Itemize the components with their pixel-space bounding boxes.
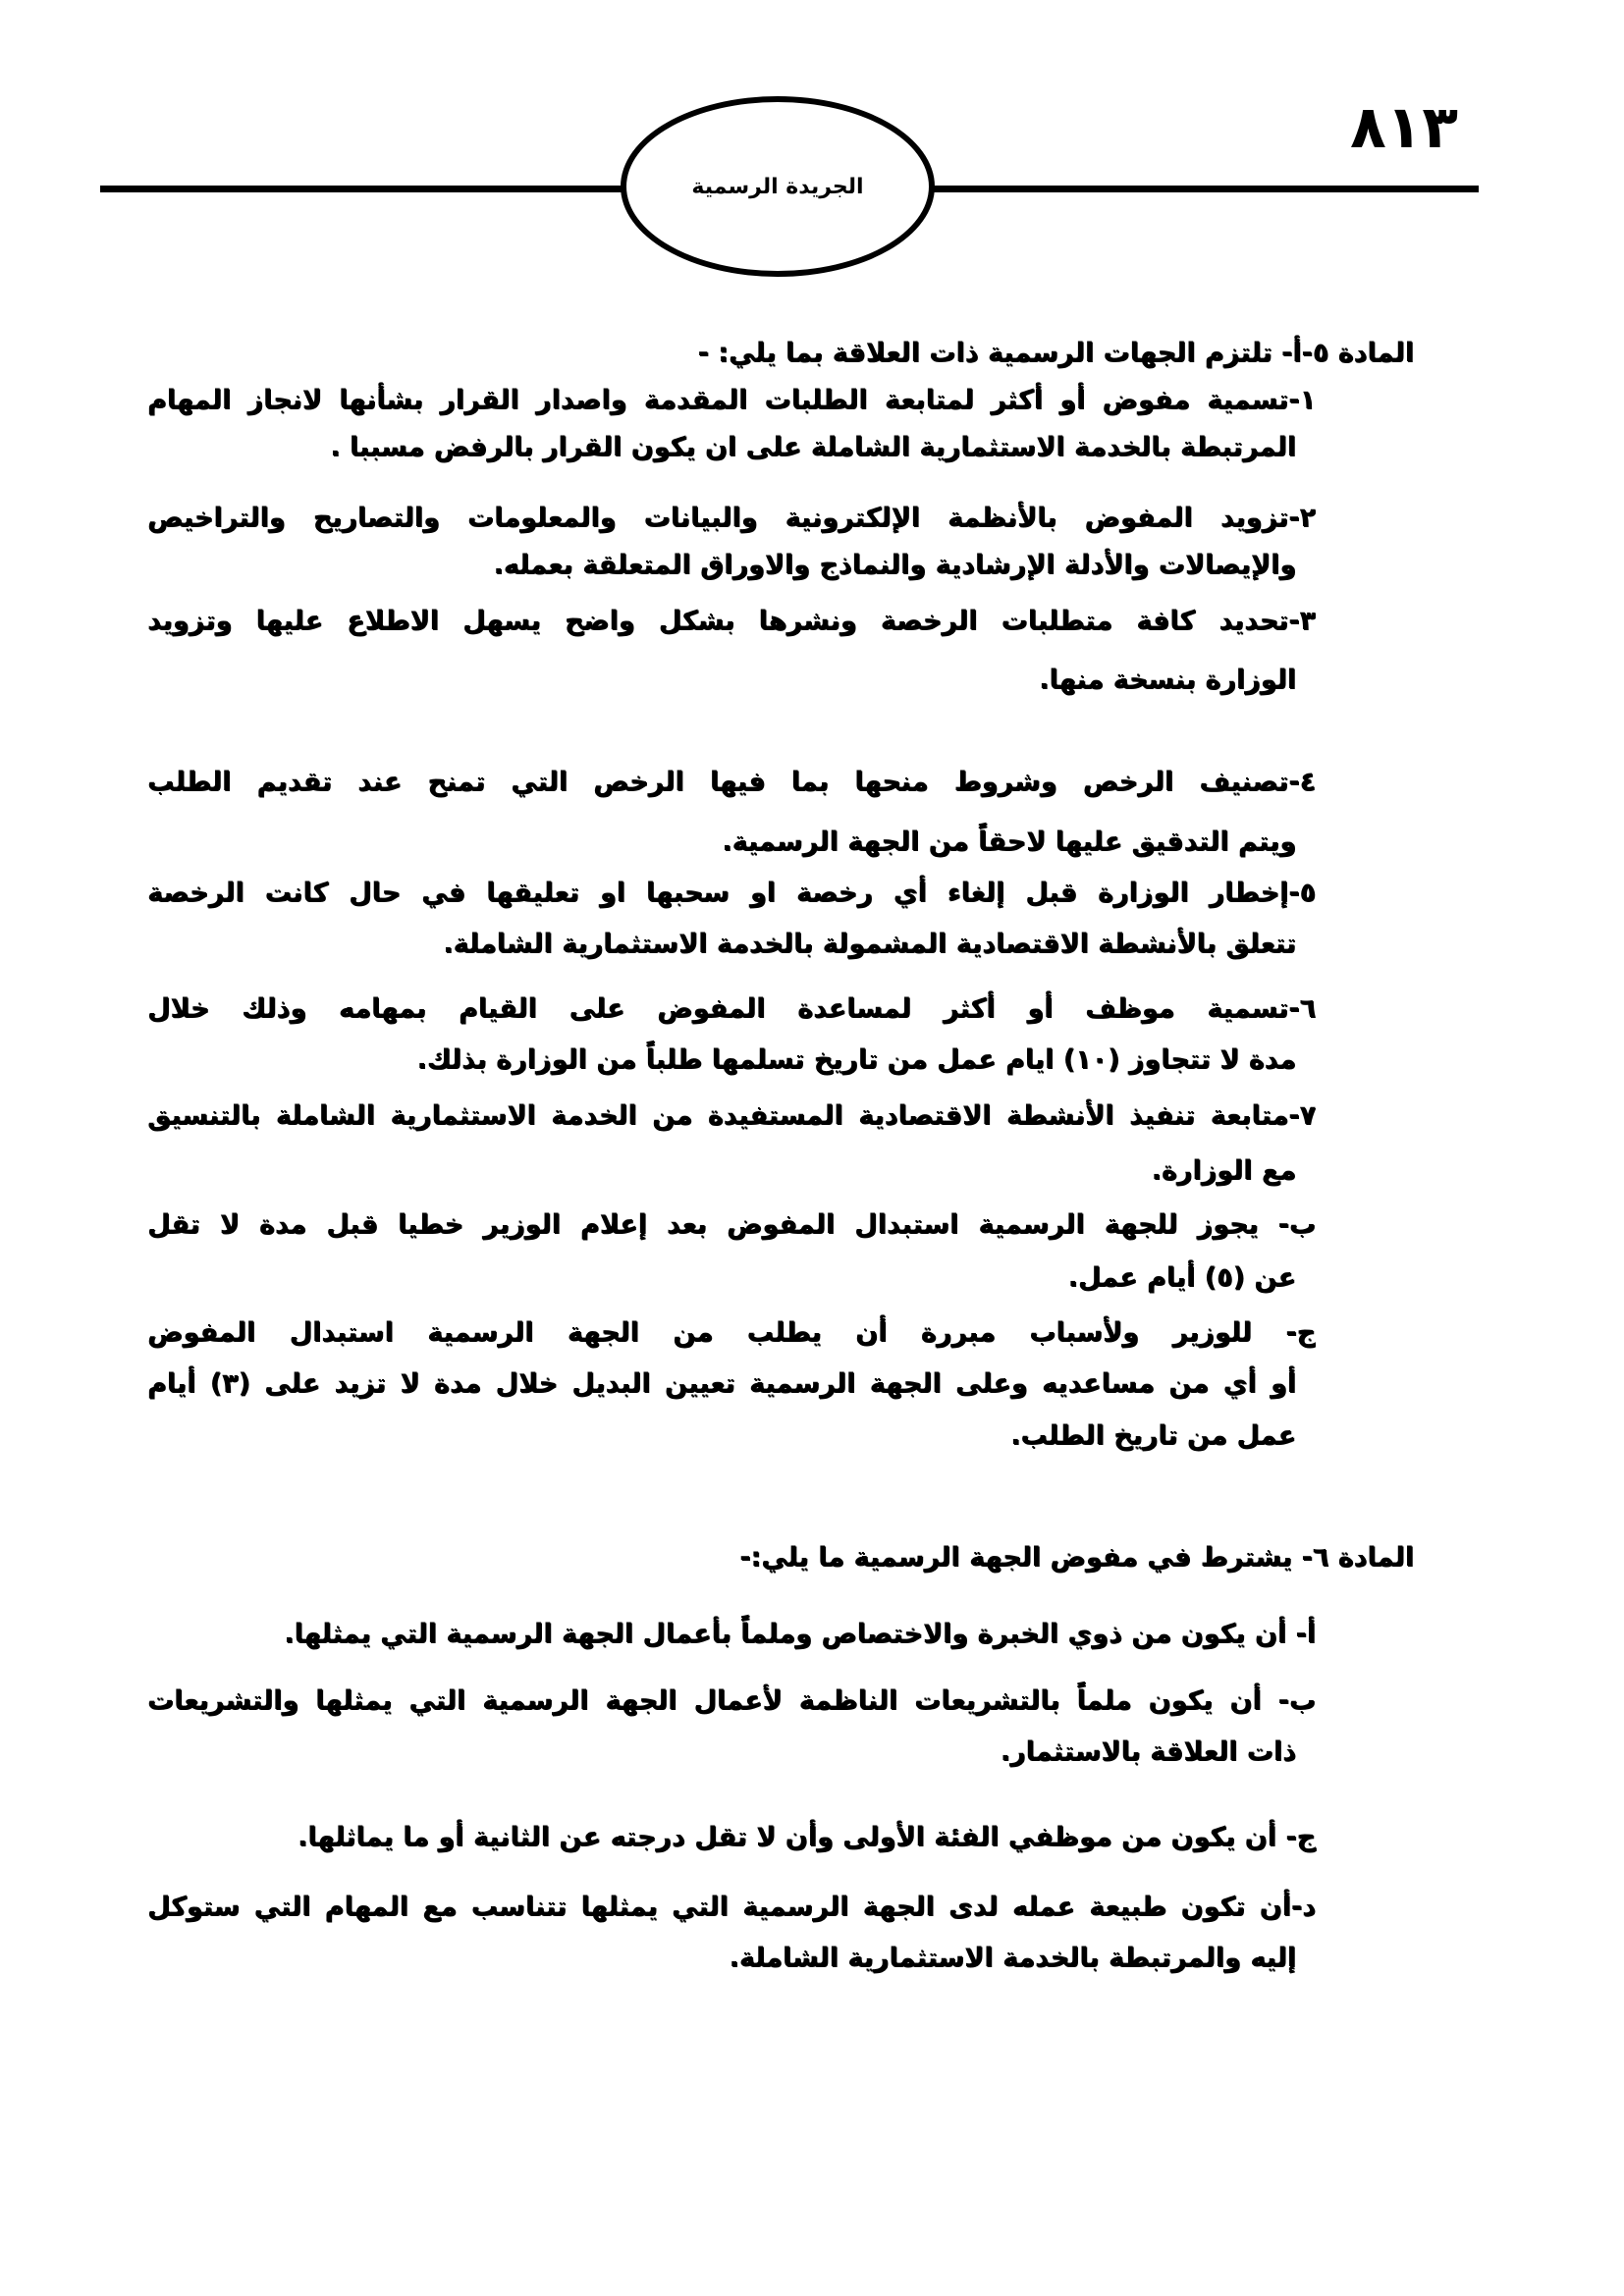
article-5-line: ٥-إخطار الوزارة قبل إلغاء أي رخصة او سحبها او تعليقها في حال كانت الرخصة [147,878,1316,908]
article-5-line: ويتم التدقيق عليها لاحقاً من الجهة الرسمية. [722,827,1296,857]
article-5-line: مدة لا تتجاوز (١٠) ايام عمل من تاريخ تسلمها طلباً من الوزارة بذلك. [416,1044,1296,1075]
article-5-line: ١-تسمية مفوض أو أكثر لمتابعة الطلبات المقدمة واصدار القرار بشأنها لانجاز المهام [147,385,1316,415]
article-6-line: إليه والمرتبطة بالخدمة الاستثمارية الشاملة. [729,1943,1296,1973]
article-5-line: ٢-تزويد المفوض بالأنظمة الإلكترونية والبيانات والمعلومات والتصاريح والتراخيص [147,503,1316,533]
gazette-title-badge [621,96,935,277]
article-6-line: ج- أن يكون من موظفي الفئة الأولى وأن لا تقل درجته عن الثانية أو ما يماثلها. [297,1822,1316,1852]
article-6-line: ب- أن يكون ملماً بالتشريعات الناظمة لأعمال الجهة الرسمية التي يمثلها والتشريعات [147,1685,1316,1716]
article-5-line: عن (٥) أيام عمل. [1067,1262,1296,1293]
article-5-line: المرتبطة بالخدمة الاستثمارية الشاملة على ان يكون القرار بالرفض مسببا . [330,432,1296,462]
article-6-line: أ- أن يكون من ذوي الخبرة والاختصاص وملماً بأعمال الجهة الرسمية التي يمثلها. [284,1619,1316,1649]
article-5-line: ٤-تصنيف الرخص وشروط منحها بما فيها الرخص التي تمنح عند تقديم الطلب [147,767,1316,797]
article-5-line: والإيصالات والأدلة الإرشادية والنماذج والاوراق المتعلقة بعمله. [493,550,1296,580]
article-5-line: ب- يجوز للجهة الرسمية استبدال المفوض بعد إعلام الوزير خطيا قبل مدة لا تقل [147,1209,1316,1240]
article-6-heading: المادة ٦- يشترط في مفوض الجهة الرسمية ما يلي:- [739,1542,1414,1573]
article-5-line: الوزارة بنسخة منها. [1039,665,1296,695]
article-5-line: ج- للوزير ولأسباب مبررة أن يطلب من الجهة الرسمية استبدال المفوض [147,1317,1316,1348]
article-5-line: مع الوزارة. [1151,1155,1296,1186]
article-6-line: د-أن تكون طبيعة عمله لدى الجهة الرسمية التي يمثلها تتناسب مع المهام التي ستوكل [147,1892,1316,1922]
article-6-line: ذات العلاقة بالاستثمار. [1000,1736,1296,1767]
article-5-line: ٧-متابعة تنفيذ الأنشطة الاقتصادية المستفيدة من الخدمة الاستثمارية الشاملة بالتنسيق [147,1100,1316,1131]
article-5-line: تتعلق بالأنشطة الاقتصادية المشمولة بالخدمة الاستثمارية الشاملة. [443,929,1296,959]
page-number: ٨١٣ [1350,93,1458,162]
article-5-line: أو أي من مساعديه وعلى الجهة الرسمية تعيين البديل خلال مدة لا تزيد على (٣) أيام [147,1368,1296,1399]
gazette-title: الجريدة الرسمية [691,174,864,199]
article-5-line: ٣-تحديد كافة متطلبات الرخصة ونشرها بشكل واضح يسهل الاطلاع عليها وتزويد [147,606,1316,636]
article-5-line: عمل من تاريخ الطلب. [1010,1420,1296,1451]
article-5-heading: المادة ٥-أ- تلتزم الجهات الرسمية ذات العلاقة بما يلي: - [697,338,1414,368]
article-5-line: ٦-تسمية موظف أو أكثر لمساعدة المفوض على القيام بمهامه وذلك خلال [147,993,1316,1024]
